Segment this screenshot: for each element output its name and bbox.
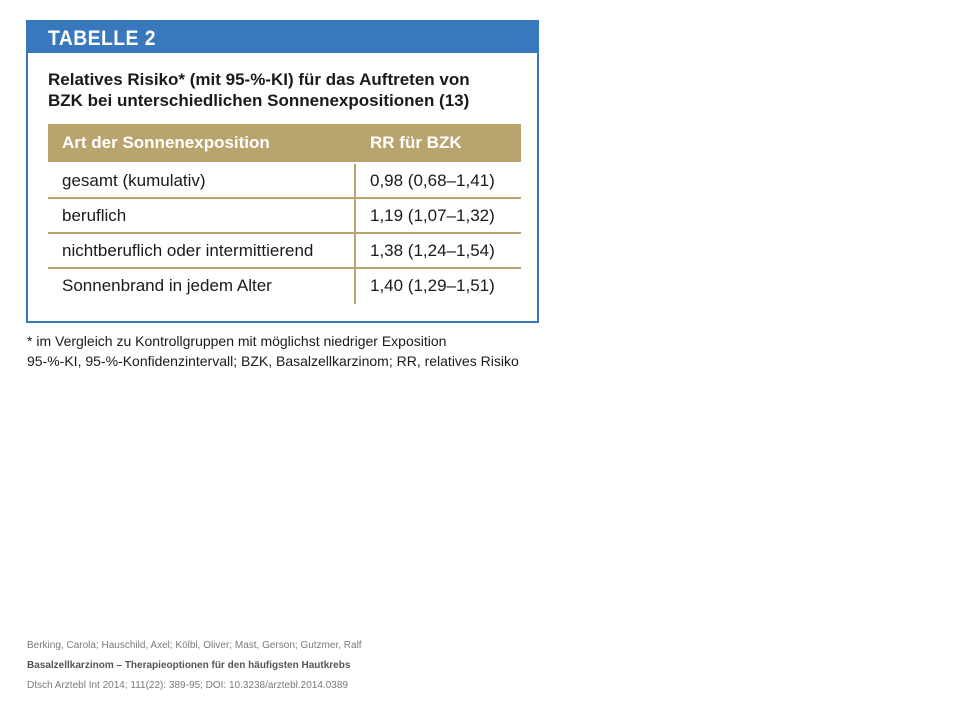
footnote-comparison: * im Vergleich zu Kontrollgruppen mit möglichst niedriger Exposition — [27, 333, 447, 349]
rr-cell: 1,38 (1,24–1,54) — [370, 241, 495, 260]
citation-title: Basalzellkarzinom – Therapieoptionen für den häufigsten Hautkrebs — [27, 660, 351, 671]
column-header-exposure: Art der Sonnenexposition — [62, 133, 270, 152]
rr-cell: 1,19 (1,07–1,32) — [370, 206, 495, 225]
table-label: TABELLE 2 — [48, 27, 156, 50]
table-title-line-1: Relatives Risiko* (mit 95-%-KI) für das Auftreten von — [48, 70, 470, 89]
table-row — [48, 164, 521, 199]
data-table — [48, 124, 521, 304]
table-row — [48, 234, 521, 269]
exposure-cell: gesamt (kumulativ) — [48, 164, 356, 197]
table-title-line-2: BZK bei unterschiedlichen Sonnenexpositionen (13) — [48, 91, 470, 110]
table-header-row — [48, 124, 521, 164]
citation-source: Dtsch Arztebl Int 2014; 111(22): 389-95; DOI: 10.3238/arztebl.2014.0389 — [27, 680, 348, 691]
table-figure — [26, 20, 539, 323]
table-row — [48, 199, 521, 234]
table-header-bar — [28, 22, 537, 53]
table-row — [48, 269, 521, 304]
rr-cell: 1,40 (1,29–1,51) — [370, 276, 495, 295]
citation — [27, 636, 362, 696]
citation-authors: Berking, Carola; Hauschild, Axel; Kölbl, Oliver; Mast, Gerson; Gutzmer, Ralf — [27, 640, 362, 651]
table-footnotes — [27, 331, 519, 371]
column-header-rr: RR für BZK — [370, 133, 462, 152]
table-title — [48, 69, 518, 111]
footnote-abbreviations: 95-%-KI, 95-%-Konfidenzintervall; BZK, Basalzellkarzinom; RR, relatives Risiko — [27, 353, 519, 369]
rr-cell: 0,98 (0,68–1,41) — [370, 171, 495, 190]
exposure-cell: nichtberuflich oder intermittierend — [48, 234, 356, 267]
exposure-cell: beruflich — [48, 199, 356, 232]
exposure-cell: Sonnenbrand in jedem Alter — [48, 269, 356, 304]
